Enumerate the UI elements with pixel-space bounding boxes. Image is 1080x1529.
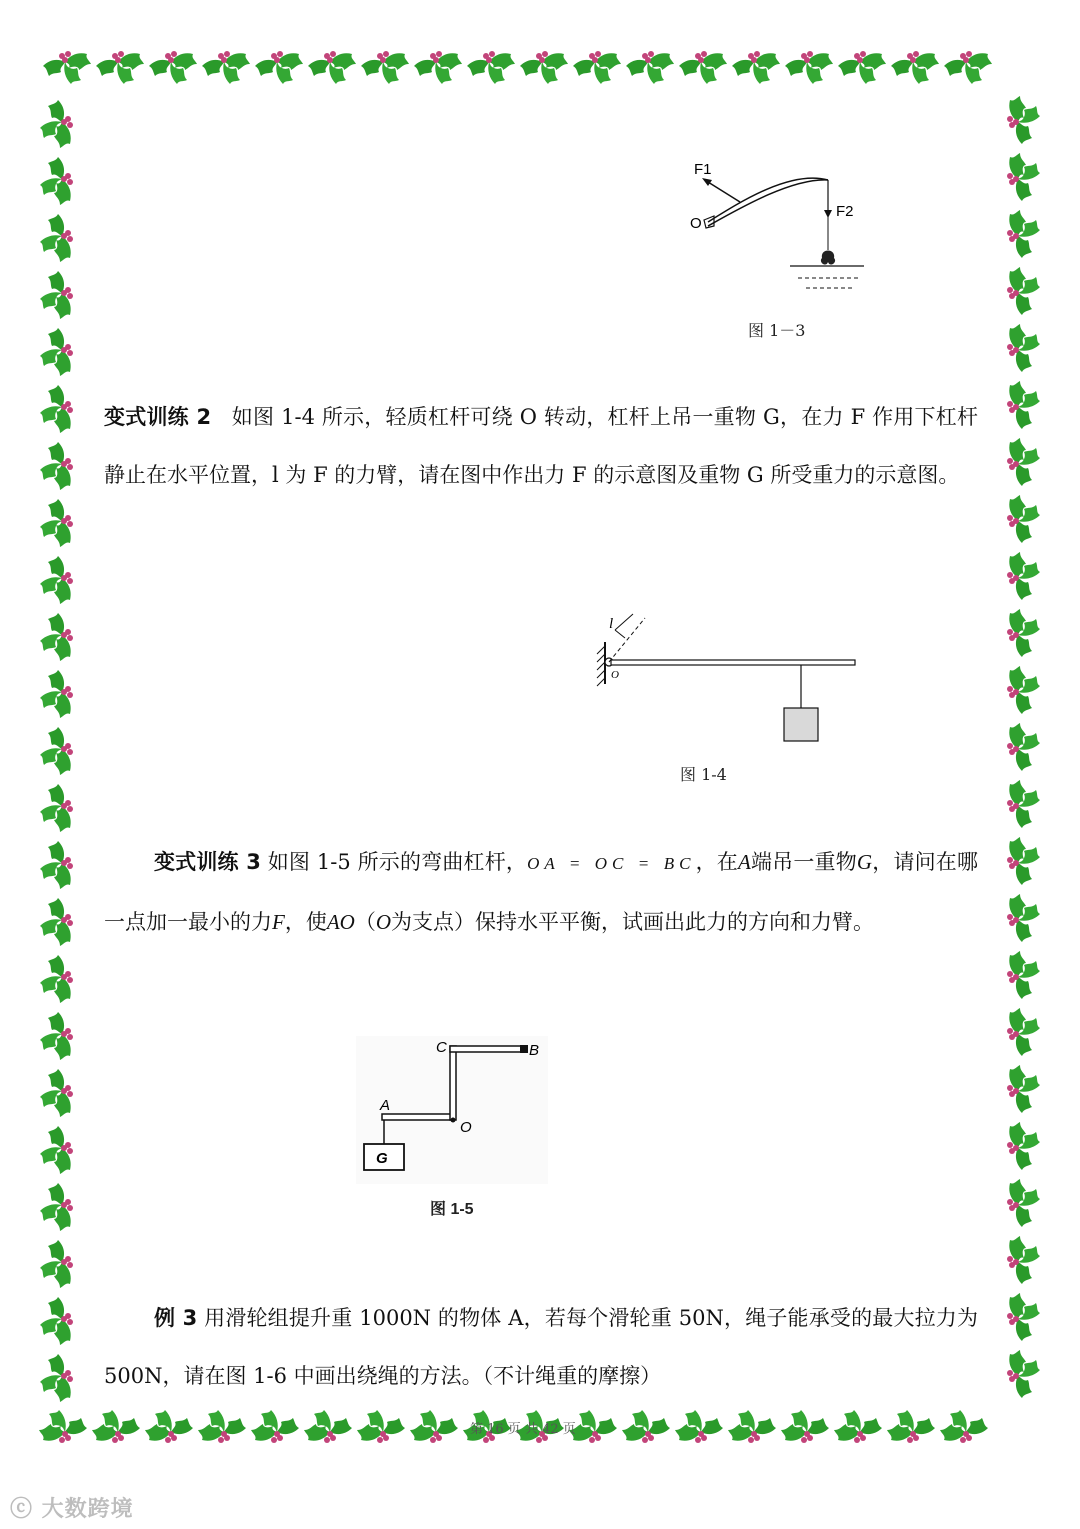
exercise-2-title: 变式训练 2 — [104, 405, 212, 429]
holly-ornament — [1007, 96, 1040, 144]
holly-ornament — [467, 51, 515, 84]
holly-ornament — [1007, 780, 1040, 828]
holly-ornament — [732, 51, 780, 84]
holly-ornament — [1007, 552, 1040, 600]
page-footer: 第 16 页 共 42 页 — [470, 1422, 576, 1437]
figure-1-3-caption: 图 1－3 — [748, 321, 806, 340]
holly-ornament — [40, 157, 73, 205]
var-a: A — [737, 850, 751, 874]
holly-ornament — [40, 100, 73, 148]
holly-ornament — [40, 442, 73, 490]
holly-ornament — [145, 1410, 193, 1443]
holly-ornament — [410, 1410, 458, 1443]
fig15-label-c: C — [436, 1039, 447, 1056]
holly-ornament — [43, 51, 91, 84]
holly-ornament — [1007, 1293, 1040, 1341]
fig13-label-f1: F1 — [694, 161, 712, 178]
holly-ornament — [40, 271, 73, 319]
holly-ornament — [1007, 723, 1040, 771]
holly-ornament — [781, 1410, 829, 1443]
holly-ornament — [40, 1069, 73, 1117]
exercise-3-text-2: ，在 — [695, 850, 738, 874]
holly-ornament — [40, 214, 73, 262]
holly-ornament — [308, 51, 356, 84]
holly-ornament — [1007, 951, 1040, 999]
figure-1-4-caption: 图 1-4 — [680, 765, 727, 784]
holly-ornament — [40, 499, 73, 547]
holly-ornament — [573, 51, 621, 84]
holly-ornament — [1007, 438, 1040, 486]
holly-ornament — [1007, 1179, 1040, 1227]
fig14-label-o: O — [611, 669, 619, 681]
holly-ornament — [40, 1354, 73, 1402]
holly-ornament — [944, 51, 992, 84]
holly-ornament — [1007, 1065, 1040, 1113]
holly-ornament — [40, 1012, 73, 1060]
holly-ornament — [40, 613, 73, 661]
holly-ornament — [414, 51, 462, 84]
holly-ornament — [838, 51, 886, 84]
holly-ornament — [1007, 153, 1040, 201]
holly-ornament — [198, 1410, 246, 1443]
exercise-2 — [104, 388, 978, 504]
holly-ornament — [834, 1410, 882, 1443]
holly-ornament — [1007, 381, 1040, 429]
var-o: O — [375, 910, 391, 934]
exercise-3-text-7: 为支点）保持水平平衡，试画出此力的方向和力臂。 — [391, 910, 874, 934]
exercise-3-title: 变式训练 3 — [154, 850, 261, 874]
holly-ornament — [622, 1410, 670, 1443]
exercise-3-text-1: 如图 1-5 所示的弯曲杠杆， — [267, 850, 528, 874]
holly-ornament — [569, 1410, 617, 1443]
fig15-label-b: B — [529, 1042, 540, 1059]
holly-ornament — [940, 1410, 988, 1443]
holly-ornament — [255, 51, 303, 84]
var-f: F — [272, 910, 285, 934]
holly-ornament — [520, 51, 568, 84]
fig13-label-o: O — [690, 215, 702, 232]
holly-ornament — [1007, 1008, 1040, 1056]
holly-ornament — [40, 385, 73, 433]
fig15-label-a: A — [380, 1097, 391, 1114]
holly-ornament — [40, 955, 73, 1003]
holly-ornament — [40, 1183, 73, 1231]
holly-ornament — [251, 1410, 299, 1443]
holly-ornament — [40, 727, 73, 775]
fig15-label-g: G — [376, 1150, 388, 1167]
holly-ornament — [40, 556, 73, 604]
figure-1-3 — [680, 150, 880, 305]
holly-ornament — [39, 1410, 87, 1443]
holly-ornament — [626, 51, 674, 84]
example-3 — [104, 1289, 978, 1405]
holly-ornament — [1007, 1236, 1040, 1284]
holly-ornament — [1007, 1122, 1040, 1170]
exercise-3-text-3: 端吊一重物 — [750, 850, 857, 874]
holly-ornament — [149, 51, 197, 84]
holly-ornament — [1007, 267, 1040, 315]
holly-ornament — [40, 670, 73, 718]
holly-ornament — [40, 841, 73, 889]
holly-ornament — [1007, 210, 1040, 258]
holly-ornament — [361, 51, 409, 84]
holly-ornament — [1007, 495, 1040, 543]
watermark: ⓒ 大数跨境 — [10, 1497, 134, 1522]
holly-ornament — [40, 1240, 73, 1288]
holly-ornament — [96, 51, 144, 84]
holly-ornament — [40, 784, 73, 832]
var-g: G — [856, 850, 873, 874]
exercise-3-text-6: （ — [354, 910, 376, 934]
holly-ornament — [679, 51, 727, 84]
exercise-3 — [104, 833, 978, 951]
holly-ornament — [40, 328, 73, 376]
holly-ornament — [1007, 609, 1040, 657]
var-ao: AO — [326, 910, 355, 934]
watermark-text: 大数跨境 — [41, 1497, 134, 1522]
example-3-text: 用滑轮组提升重 1000N 的物体 A，若每个滑轮重 50N，绳子能承受的最大拉力为 500N，请在图 1-6 中画出绕绳的方法。（不计绳重的摩擦） — [104, 1306, 978, 1388]
figure-1-4 — [585, 612, 865, 752]
figure-1-5 — [356, 1036, 548, 1184]
holly-ornament — [1007, 894, 1040, 942]
holly-ornament — [40, 1297, 73, 1345]
fig13-label-f2: F2 — [836, 203, 854, 220]
example-3-title: 例 3 — [154, 1306, 198, 1330]
fig15-label-o: O — [460, 1119, 472, 1136]
holly-ornament — [1007, 666, 1040, 714]
holly-ornament — [357, 1410, 405, 1443]
holly-ornament — [1007, 1350, 1040, 1398]
holly-ornament — [887, 1410, 935, 1443]
holly-ornament — [1007, 324, 1040, 372]
holly-ornament — [304, 1410, 352, 1443]
holly-ornament — [728, 1410, 776, 1443]
exercise-3-text-5: ，使 — [284, 910, 327, 934]
holly-ornament — [675, 1410, 723, 1443]
figure-1-5-caption: 图 1-5 — [430, 1201, 474, 1218]
holly-ornament — [40, 1126, 73, 1174]
exercise-3-text-4: ，请问在哪一点加一最小的力 — [104, 850, 978, 934]
holly-ornament — [891, 51, 939, 84]
formula-oa-oc-bc: OA = OC = BC — [527, 854, 696, 873]
fig14-label-l: l — [609, 616, 614, 632]
holly-ornament — [785, 51, 833, 84]
holly-ornament — [1007, 837, 1040, 885]
holly-ornament — [40, 898, 73, 946]
exercise-2-text: 如图 1-4 所示，轻质杠杆可绕 O 转动，杠杆上吊一重物 G，在力 F 作用下杠杆静止在水平位置，l 为 F 的力臂，请在图中作出力 F 的示意图及重物 G 所受重力的示意图。 — [104, 405, 978, 487]
holly-ornament — [202, 51, 250, 84]
holly-ornament — [92, 1410, 140, 1443]
